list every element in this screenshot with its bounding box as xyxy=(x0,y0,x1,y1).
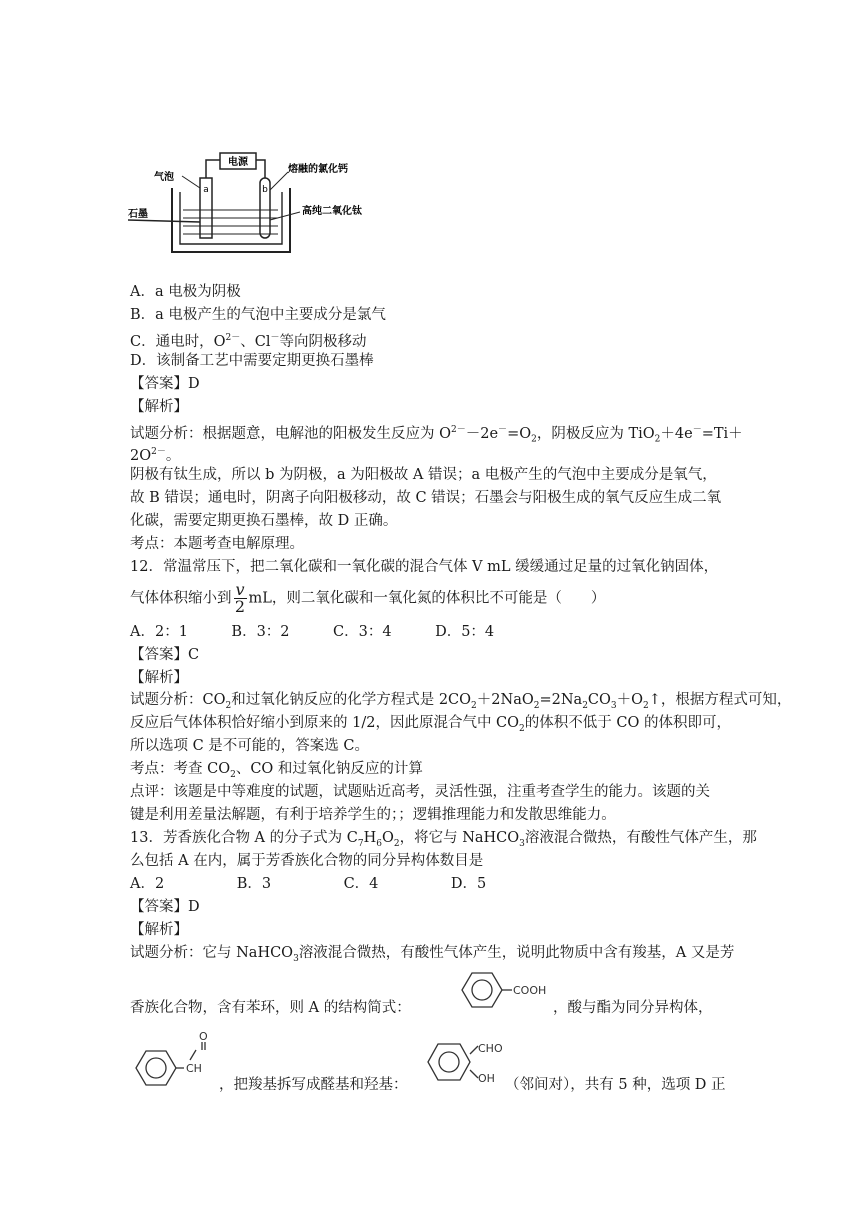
q13-analysis-line: 试题分析：它与 NaHCO$_3$溶液混合微热，有酸性气体产生，说明此物质中含有羧基，A 又是芳 xyxy=(130,945,735,964)
q11-answer: 【答案】D xyxy=(130,376,200,392)
q12-stem: 12．常温常压下，把二氧化碳和一氧化碳的混合气体 V mL 缓缓通过足量的过氧化钠固体， xyxy=(130,559,719,575)
cho-label: CHO xyxy=(478,1042,503,1055)
q13-analysis-line: 香族化合物，含有苯环，则 A 的结构简式： xyxy=(130,1000,411,1016)
q11-option-a: A．a 电极为阴极 xyxy=(130,284,241,300)
q11-analysis-line: $2O^{2-}$。 xyxy=(130,447,181,464)
q12-point: 考点：考查 $CO_2$、CO 和过氧化钠反应的计算 xyxy=(130,761,423,780)
q13-options: A．2 B．3 C．4 D．5 xyxy=(130,876,487,892)
tio2-label: 高纯二氧化钛 xyxy=(302,206,362,217)
q11-analysis-line: 故 B 错误；通电时，阴离子向阳极移动，故 C 错误；石墨会与阳极生成的氧气反应生成二氧 xyxy=(130,490,722,506)
q12-analysis-line: 试题分析：$CO_2$和过氧化钠反应的化学方程式是 $2CO_2+2NaO_2=2Na_2CO_3+O_2↑$，根据方程式可知， xyxy=(130,692,792,711)
q12-stem: 气体体积缩小到 $\frac{v}{2}$ mL，则二氧化碳和一氧化氮的体积比不可能是（ ） xyxy=(130,580,606,616)
q13-analysis-line: （邻间对），共有 5 种，选项 D 正 xyxy=(505,1077,726,1093)
phenyl-formate-structure xyxy=(130,1030,226,1090)
q13-answer: 【答案】D xyxy=(130,899,200,915)
cooh-label: COOH xyxy=(513,984,547,997)
q12-comment: 点评：该题是中等难度的试题，试题贴近高考，灵活性强，注重考查学生的能力。该题的关 xyxy=(130,784,710,800)
bubble-label: 气泡 xyxy=(154,172,174,183)
fraction: $\frac{v}{2}$ xyxy=(234,580,246,616)
power-label: 电源 xyxy=(228,157,248,168)
q13-analysis-line: ，把羧基拆写成醛基和羟基： xyxy=(219,1077,408,1093)
q11-option-b: B．a 电极产生的气泡中主要成分是氯气 xyxy=(130,307,386,323)
q11-analysis-line: 试题分析：根据题意，电解池的阳极发生反应为 $O^{2-}-2e^-=O_2$，阴极反应为 TiO$_2$＋4e－=Ti＋ xyxy=(130,425,743,445)
q11-analysis-line: 化碳，需要定期更换石墨棒，故 D 正确。 xyxy=(130,513,398,529)
q11-analysis-title: 【解析】 xyxy=(130,399,188,415)
ester-ch-label: CH xyxy=(186,1062,202,1075)
q11-option-d: D．该制备工艺中需要定期更换石墨棒 xyxy=(130,353,374,369)
molten-label: 熔融的氯化钙 xyxy=(288,164,348,175)
electrode-a-label: a xyxy=(203,185,209,195)
q12-analysis-title: 【解析】 xyxy=(130,670,188,686)
q12-comment: 键是利用差量法解题，有利于培养学生的；；逻辑推理能力和发散思维能力。 xyxy=(130,807,616,823)
q11-option-c: C．通电时，$O^{2-}$、Cl－等向阴极移动 xyxy=(130,333,367,350)
q11-analysis-line: 阴极有钛生成，所以 b 为阴极，a 为阳极故 A 错误；a 电极产生的气泡中主要成分是氧气， xyxy=(130,467,717,483)
q13-analysis-line: ，酸与酯为同分异构体， xyxy=(553,1000,713,1016)
q13-stem: 13．芳香族化合物 A 的分子式为 $C_7H_6O_2$，将它与 NaHCO$_3$溶液混合微热，有酸性气体产生，那 xyxy=(130,830,757,849)
graphite-label: 石墨 xyxy=(128,209,148,220)
q13-analysis-title: 【解析】 xyxy=(130,922,188,938)
q12-analysis-line: 反应后气体体积恰好缩小到原来的 1/2，因此原混合气中 $CO_2$的体积不低于 CO 的体积即可， xyxy=(130,715,731,734)
q11-point: 考点：本题考查电解原理。 xyxy=(130,536,304,552)
ester-o-label: O xyxy=(199,1030,208,1043)
electrode-b-label: b xyxy=(262,185,268,195)
oh-label: OH xyxy=(478,1072,495,1085)
q13-stem: 么包括 A 在内，属于芳香族化合物的同分异构体数目是 xyxy=(130,853,484,869)
q12-analysis-line: 所以选项 C 是不可能的，答案选 C。 xyxy=(130,738,370,754)
electrolysis-diagram xyxy=(128,150,368,260)
hydroxybenzaldehyde-structure xyxy=(420,1030,510,1094)
q12-answer: 【答案】C xyxy=(130,647,200,663)
benzoic-acid-structure xyxy=(452,968,552,1012)
q12-options: A．2：1 B．3：2 C．3：4 D．5：4 xyxy=(130,624,495,640)
